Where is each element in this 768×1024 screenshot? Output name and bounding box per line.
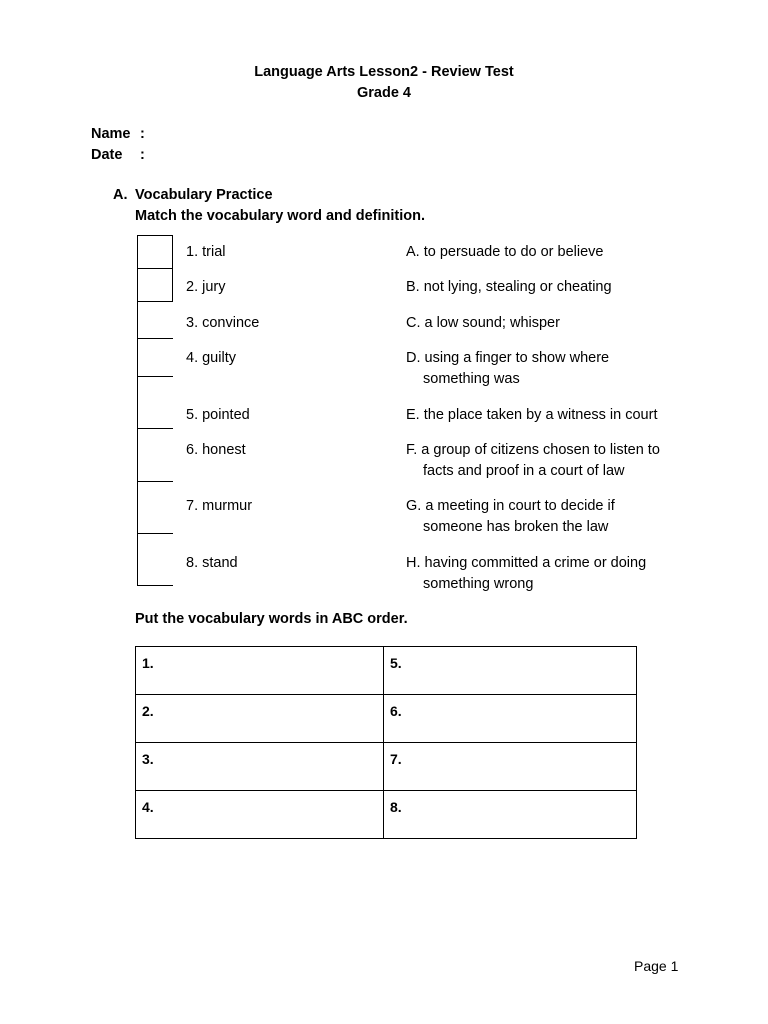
- definition: E. the place taken by a witness in court: [406, 407, 658, 423]
- table-row: [136, 791, 637, 839]
- answer-box-8[interactable]: [137, 534, 173, 586]
- answer-box-7[interactable]: [137, 482, 173, 534]
- definition-continuation: something wrong: [423, 576, 534, 592]
- vocab-word: 4. guilty: [186, 350, 236, 366]
- answer-box-2[interactable]: [137, 269, 173, 302]
- vocab-word: 8. stand: [186, 555, 238, 571]
- definition: B. not lying, stealing or cheating: [406, 279, 612, 295]
- section-heading: Vocabulary Practice: [135, 187, 273, 203]
- answer-box-6[interactable]: [137, 429, 173, 482]
- date-separator: :: [140, 147, 145, 163]
- abc-order-table: [135, 646, 637, 839]
- name-label: Name: [91, 126, 131, 142]
- abc-instruction: Put the vocabulary words in ABC order.: [135, 611, 408, 627]
- vocab-word: 5. pointed: [186, 407, 250, 423]
- definition-continuation: someone has broken the law: [423, 519, 609, 535]
- match-instruction: Match the vocabulary word and definition.: [135, 208, 426, 224]
- vocab-word: 2. jury: [186, 279, 226, 295]
- abc-cell-2[interactable]: 2.: [136, 695, 384, 743]
- vocab-word: 1. trial: [186, 244, 226, 260]
- definition-continuation: something was: [423, 371, 520, 387]
- table-row: [136, 695, 637, 743]
- definition: G. a meeting in court to decide if: [406, 498, 615, 514]
- grade-label: Grade 4: [357, 85, 411, 101]
- abc-cell-5[interactable]: 5.: [384, 647, 637, 695]
- section-marker: A.: [113, 187, 128, 203]
- vocab-word: 6. honest: [186, 442, 246, 458]
- table-row: [136, 743, 637, 791]
- definition-continuation: facts and proof in a court of law: [423, 463, 625, 479]
- abc-cell-7[interactable]: 7.: [384, 743, 637, 791]
- abc-cell-6[interactable]: 6.: [384, 695, 637, 743]
- date-label: Date: [91, 147, 123, 163]
- answer-box-5[interactable]: [137, 377, 173, 429]
- abc-cell-1[interactable]: 1.: [136, 647, 384, 695]
- vocab-word: 7. murmur: [186, 498, 253, 514]
- answer-box-4[interactable]: [137, 339, 173, 377]
- definition: H. having committed a crime or doing: [406, 555, 647, 571]
- name-separator: :: [140, 126, 145, 142]
- abc-cell-4[interactable]: 4.: [136, 791, 384, 839]
- abc-cell-3[interactable]: 3.: [136, 743, 384, 791]
- definition: F. a group of citizens chosen to listen to: [406, 442, 660, 458]
- page-number: Page 1: [634, 958, 679, 974]
- answer-box-3[interactable]: [137, 302, 173, 339]
- definition: D. using a finger to show where: [406, 350, 610, 366]
- definition: C. a low sound; whisper: [406, 315, 560, 331]
- definition: A. to persuade to do or believe: [406, 244, 604, 260]
- test-title: Language Arts Lesson2 - Review Test: [254, 64, 514, 80]
- vocab-word: 3. convince: [186, 315, 260, 331]
- table-row: [136, 647, 637, 695]
- abc-cell-8[interactable]: 8.: [384, 791, 637, 839]
- answer-box-1[interactable]: [137, 235, 173, 269]
